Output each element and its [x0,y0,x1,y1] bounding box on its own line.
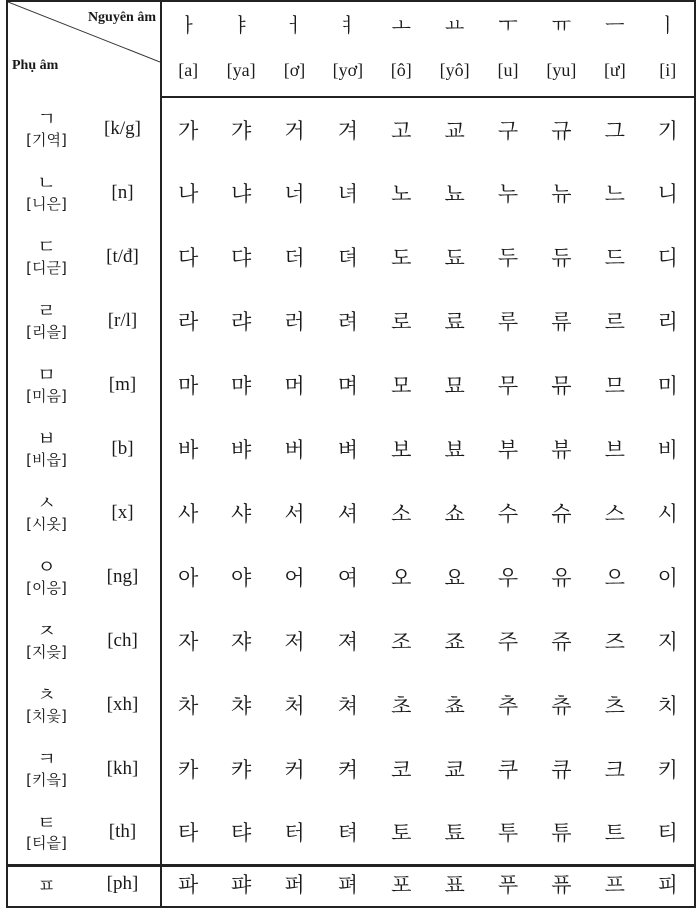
syllable-cell: 스 [604,502,625,526]
syllable-cell: 리 [642,289,695,353]
syllable-cell: 루 [497,310,519,334]
consonant-row [7,673,695,737]
syllable-cell: 퍄 [214,865,267,907]
syllable-cell: 드 [604,246,625,270]
consonant-row [7,161,695,225]
consonant-row [7,801,695,865]
syllable-cell: 다 [178,246,199,270]
consonant-row [7,545,695,609]
syllable-cell: 퓨 [535,865,588,907]
syllable-cell: 머 [284,374,305,398]
consonant-romanization: [ch] [85,609,161,673]
syllable-cell: 치 [642,673,695,737]
consonant-romanization: [th] [85,801,161,865]
syllable-cell: 주 [497,630,519,654]
vowel-romanization: [yu] [535,44,588,97]
syllable-cell: 챠 [230,694,252,718]
consonant-cell [7,417,85,481]
vowel-romanization: [i] [642,44,695,97]
syllable-cell: 냐 [230,182,252,206]
consonant-jamo: ㅁ [37,364,56,387]
syllable-cell: 토 [391,821,412,846]
syllable-cell: 로 [391,310,412,334]
syllable-cell: 서 [284,502,305,526]
syllable-cell: 노 [391,182,412,206]
syllable-cell: 티 [642,801,695,865]
syllable-cell: 셔 [337,502,359,526]
consonant-name: [니은] [26,195,67,214]
syllable-cell: 초 [391,694,412,718]
consonant-jamo: ㅊ [37,684,56,707]
consonant-jamo: ㄱ [37,108,56,131]
syllable-cell: 푸 [481,865,534,907]
syllable-cell: 비 [642,417,695,481]
syllable-cell: 려 [337,310,359,334]
consonant-romanization: [ng] [85,545,161,609]
syllable-cell: 르 [604,310,625,334]
syllable-cell: 교 [444,118,465,143]
syllable-cell: 탸 [230,821,252,846]
consonant-romanization: [t/đ] [85,225,161,289]
consonant-jamo: ㅅ [37,492,56,515]
vowel-jamo: ㅏ [161,1,214,44]
syllable-cell: 키 [642,737,695,801]
consonant-name: [이응] [26,579,67,598]
syllable-cell: 너 [284,182,305,206]
consonant-row [7,417,695,481]
consonant-name: [치읓] [26,707,67,726]
syllable-cell: 모 [391,374,412,398]
consonant-romanization: [xh] [85,673,161,737]
syllable-cell: 벼 [337,438,359,462]
consonant-name: [비읍] [26,451,67,470]
syllable-cell: 슈 [551,502,572,526]
syllable-cell: 됴 [444,246,465,270]
syllable-cell: 표 [428,865,481,907]
consonant-romanization: [ph] [85,865,161,907]
consonant-cell [7,97,85,161]
syllable-cell: 먀 [230,374,252,398]
consonant-jamo: ㅌ [37,811,56,834]
syllable-cell: 추 [497,694,519,718]
syllable-cell: 랴 [230,310,252,334]
consonant-jamo: ㄴ [37,172,56,195]
vowel-romanization: [yô] [428,44,481,97]
syllable-cell: 차 [178,694,199,718]
syllable-cell: 뮤 [551,374,572,398]
syllable-cell: 느 [604,182,625,206]
consonant-jamo: ㅈ [37,620,56,643]
hangul-syllable-table [6,0,696,908]
consonant-romanization: [n] [85,161,161,225]
syllable-cell: 요 [444,566,465,590]
consonant-jamo: ㄹ [37,300,56,323]
syllable-cell: 지 [642,609,695,673]
syllable-cell: 므 [604,374,625,398]
syllable-cell: 디 [642,225,695,289]
consonant-name: [리을] [26,323,67,342]
syllable-cell: 누 [497,182,519,206]
syllable-cell: 샤 [230,502,252,526]
consonant-row [7,97,695,161]
consonant-jamo: ㄷ [37,236,56,259]
syllable-cell: 쳐 [337,694,359,718]
vowel-jamo: ㅜ [481,1,534,44]
consonant-header-label: Phụ âm [12,58,59,73]
syllable-cell: 부 [497,438,519,462]
consonant-cell [7,161,85,225]
consonant-row [7,225,695,289]
consonant-cell [7,609,85,673]
syllable-cell: 도 [391,246,412,270]
vowel-romanization: [ô] [375,44,428,97]
consonant-row [7,865,695,907]
syllable-cell: 파 [161,865,214,907]
vowel-romanization: [ya] [214,44,267,97]
syllable-cell: 버 [284,438,305,462]
syllable-cell: 켜 [337,758,359,782]
vowel-jamo: ㅕ [321,1,374,44]
vowel-romanization: [a] [161,44,214,97]
syllable-cell: 미 [642,353,695,417]
consonant-name: [미음] [26,387,67,406]
syllable-cell: 두 [497,246,519,270]
consonant-row [7,609,695,673]
vowel-romanization: [yơ] [321,44,374,97]
syllable-cell: 겨 [337,118,359,143]
syllable-cell: 츄 [551,694,572,718]
syllable-cell: 뉴 [551,182,572,206]
vowel-jamo: ㅣ [642,1,695,44]
consonant-cell [7,353,85,417]
consonant-romanization: [b] [85,417,161,481]
syllable-cell: 퍼 [268,865,321,907]
syllable-cell: 쿠 [497,758,519,782]
syllable-cell: 튜 [551,821,572,846]
syllable-cell: 그 [604,118,625,143]
syllable-cell: 포 [375,865,428,907]
syllable-cell: 시 [642,481,695,545]
syllable-cell: 여 [337,566,359,590]
syllable-cell: 쥬 [551,630,572,654]
syllable-cell: 료 [444,310,465,334]
consonant-row [7,737,695,801]
syllable-cell: 며 [337,374,359,398]
syllable-cell: 카 [178,758,199,782]
consonant-name: [기역] [26,131,67,150]
syllable-cell: 거 [284,118,305,143]
syllable-cell: 우 [497,566,519,590]
syllable-cell: 조 [391,630,412,654]
syllable-cell: 러 [284,310,305,334]
consonant-romanization: [k/g] [85,97,161,161]
syllable-cell: 나 [178,182,199,206]
syllable-cell: 댜 [230,246,252,270]
syllable-cell: 더 [284,246,305,270]
syllable-cell: 타 [178,821,199,846]
vowel-jamo: ㅠ [535,1,588,44]
consonant-jamo: ㅂ [37,428,56,451]
syllable-cell: 죠 [444,630,465,654]
syllable-cell: 터 [284,821,305,846]
syllable-cell: 자 [178,630,199,654]
syllable-cell: 투 [497,821,519,846]
vowel-jamo-row [7,1,695,44]
syllable-cell: 프 [588,865,641,907]
syllable-cell: 갸 [230,118,252,143]
consonant-name: [지읒] [26,643,67,662]
vowel-jamo: ㅡ [588,1,641,44]
syllable-cell: 오 [391,566,412,590]
syllable-cell: 으 [604,566,625,590]
syllable-cell: 쿄 [444,758,465,782]
syllable-cell: 텨 [337,821,359,846]
consonant-name: [시옷] [26,515,67,534]
consonant-jamo: ㅇ [37,556,56,579]
syllable-cell: 규 [551,118,572,143]
syllable-cell: 쟈 [230,630,252,654]
syllable-cell: 마 [178,374,199,398]
syllable-cell: 듀 [551,246,572,270]
syllable-cell: 져 [337,630,359,654]
consonant-row [7,289,695,353]
syllable-cell: 트 [604,821,625,846]
syllable-cell: 크 [604,758,625,782]
consonant-cell [7,545,85,609]
consonant-name: [디귿] [26,259,67,278]
vowel-romanization: [ơ] [268,44,321,97]
consonant-row [7,353,695,417]
consonant-cell [7,481,85,545]
syllable-cell: 저 [284,630,305,654]
syllable-cell: 커 [284,758,305,782]
syllable-cell: 코 [391,758,412,782]
consonant-jamo: ㅋ [37,748,56,771]
consonant-cell [7,225,85,289]
consonant-romanization: [kh] [85,737,161,801]
syllable-cell: 뎌 [337,246,359,270]
syllable-cell: 유 [551,566,572,590]
syllable-cell: 쵸 [444,694,465,718]
consonant-cell [7,673,85,737]
vowel-jamo: ㅗ [375,1,428,44]
syllable-cell: 소 [391,502,412,526]
syllable-cell: 츠 [604,694,625,718]
consonant-cell [7,289,85,353]
syllable-cell: 쇼 [444,502,465,526]
vowel-jamo: ㅓ [268,1,321,44]
syllable-cell: 캬 [230,758,252,782]
syllable-cell: 고 [391,118,412,143]
consonant-cell [7,801,85,865]
syllable-cell: 툐 [444,821,465,846]
syllable-cell: 처 [284,694,305,718]
syllable-cell: 사 [178,502,199,526]
header-corner-cell [7,1,161,97]
syllable-cell: 바 [178,438,199,462]
consonant-name: [티읕] [26,834,67,853]
syllable-cell: 피 [642,865,695,907]
consonant-jamo: ㅍ [37,874,56,897]
syllable-cell: 녀 [337,182,359,206]
syllable-cell: 이 [642,545,695,609]
syllable-cell: 보 [391,438,412,462]
syllable-cell: 즈 [604,630,625,654]
syllable-cell: 뱌 [230,438,252,462]
syllable-cell: 뷰 [551,438,572,462]
syllable-cell: 류 [551,310,572,334]
vowel-jamo: ㅑ [214,1,267,44]
consonant-cell [7,737,85,801]
syllable-cell: 니 [642,161,695,225]
syllable-cell: 가 [178,118,199,143]
syllable-cell: 구 [497,118,519,143]
syllable-cell: 브 [604,438,625,462]
syllable-cell: 무 [497,374,519,398]
syllable-cell: 뇨 [444,182,465,206]
syllable-cell: 펴 [321,865,374,907]
consonant-romanization: [x] [85,481,161,545]
syllable-cell: 수 [497,502,519,526]
syllable-cell: 큐 [551,758,572,782]
syllable-cell: 아 [178,566,199,590]
consonant-romanization: [r/l] [85,289,161,353]
syllable-cell: 야 [230,566,252,590]
syllable-cell: 뵤 [444,438,465,462]
syllable-cell: 기 [642,97,695,161]
syllable-cell: 묘 [444,374,465,398]
consonant-cell [7,865,85,907]
vowel-romanization: [ư] [588,44,641,97]
consonant-name: [키읔] [26,771,67,790]
consonant-row [7,481,695,545]
consonant-romanization: [m] [85,353,161,417]
syllable-cell: 어 [284,566,305,590]
syllable-cell: 라 [178,310,199,334]
vowel-header-label: Nguyên âm [87,10,156,25]
vowel-romanization: [u] [481,44,534,97]
vowel-jamo: ㅛ [428,1,481,44]
